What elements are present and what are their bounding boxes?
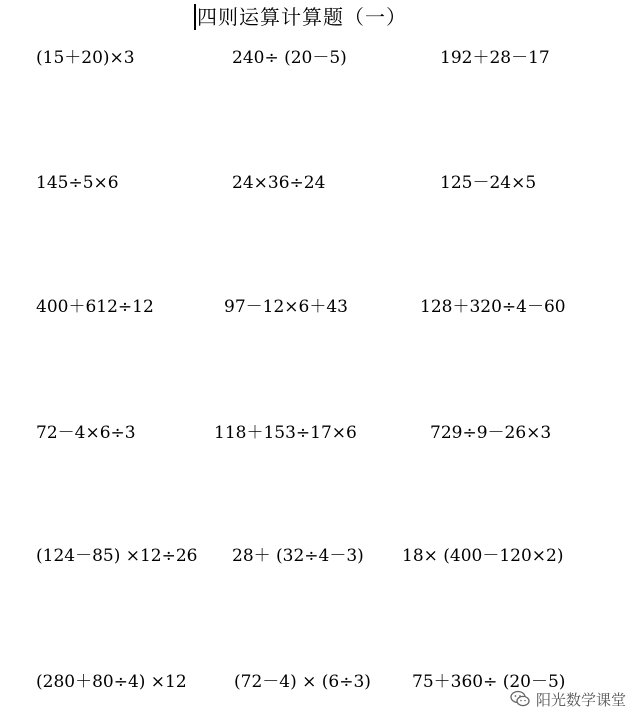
problem-1: (15＋20)×3 [36,48,135,68]
problem-13: (124－85) ×12÷26 [36,546,198,566]
problem-4: 145÷5×6 [36,173,119,193]
problem-5: 24×36÷24 [232,173,326,193]
problem-15: 18× (400－120×2) [402,546,564,566]
problem-14: 28＋ (32÷4－3) [232,546,364,566]
worksheet-title: 四则运算计算题（一） [194,4,407,30]
wechat-icon [510,690,530,708]
problem-8: 97－12×6＋43 [224,297,348,317]
problem-9: 128＋320÷4－60 [420,297,566,317]
watermark [510,687,626,711]
problem-12: 729÷9－26×3 [430,423,552,443]
problem-18: 75＋360÷ (20－5) [412,672,566,692]
problem-16: (280＋80÷4) ×12 [36,672,187,692]
watermark-text: 阳光数学课堂 [535,690,626,709]
problem-7: 400＋612÷12 [36,297,154,317]
problem-17: (72－4) × (6÷3) [234,672,371,692]
problem-3: 192＋28－17 [440,48,550,68]
problem-6: 125－24×5 [440,173,537,193]
problem-10: 72－4×6÷3 [36,423,136,443]
problem-11: 118＋153÷17×6 [214,423,357,443]
problem-2: 240÷ (20－5) [232,48,347,68]
